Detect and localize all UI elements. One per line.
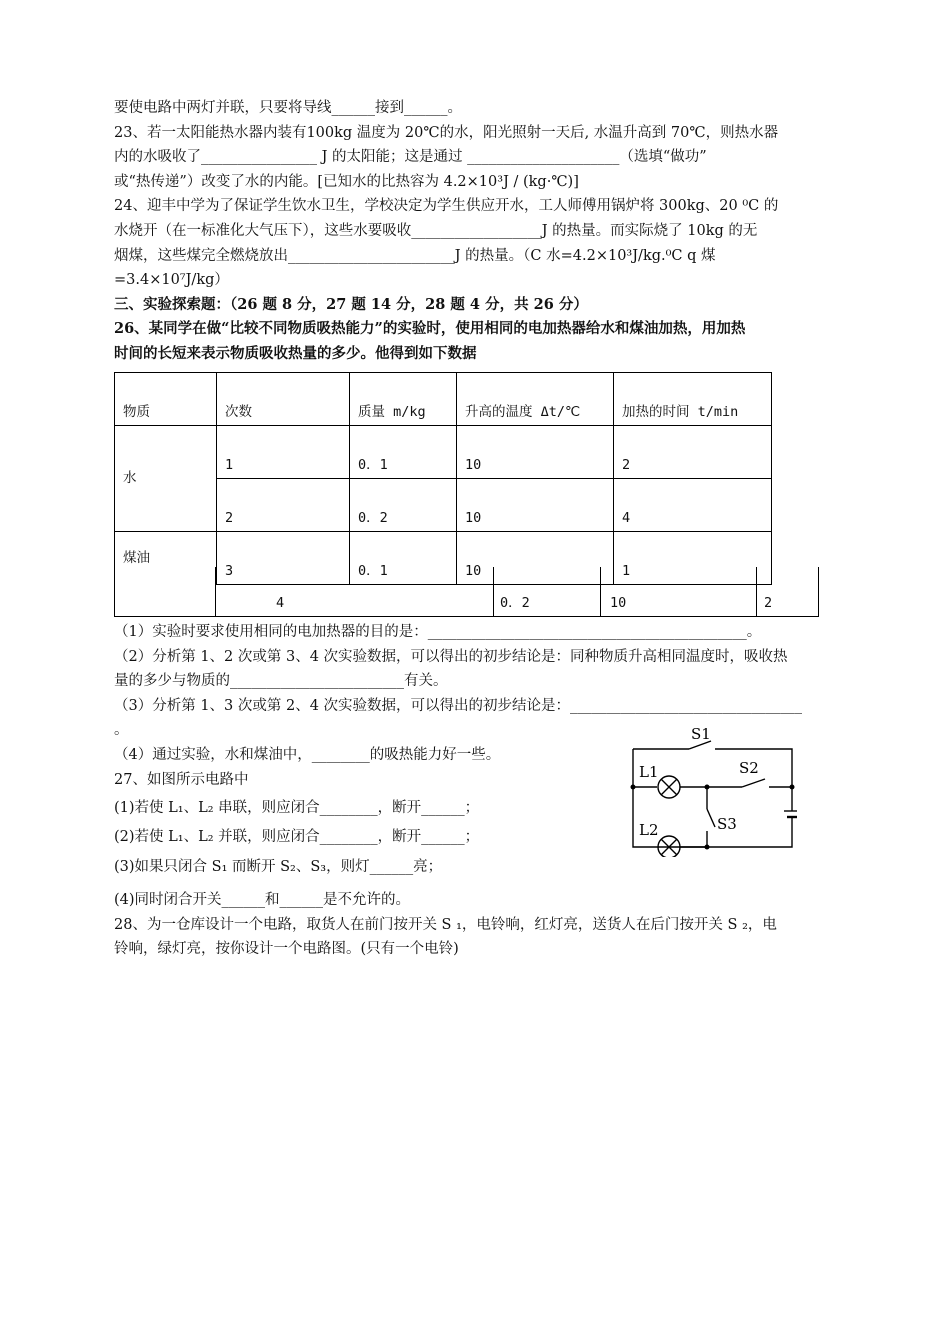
q26-line: 时间的长短来表示物质吸收热量的多少。他得到如下数据 [114, 344, 477, 362]
text-line: 28、为一仓库设计一个电路，取货人在前门按开关 S ₁，电铃响，红灯亮，送货人在后门按开关 S ₂，电 [114, 916, 777, 933]
circuit-diagram [627, 727, 797, 857]
text-line: 23、若一太阳能热水器内装有100kg 温度为 20℃的水，阳光照射一天后, 水温升高到 70℃，则热水器 [114, 124, 779, 141]
substance-cell: 煤油 [115, 532, 217, 585]
table-cell: 4 [215, 567, 494, 616]
table-cell: 0．1 [350, 426, 457, 479]
label-l2: L2 [639, 821, 659, 839]
data-table [114, 372, 772, 585]
text-line: 水烧开（在一标准化大气压下），这些水要吸收__________________J 的热量。而实际烧了 10kg 的无 [114, 222, 758, 239]
text-line: （4）通过实验，水和煤油中，________的吸热能力好一些。 [114, 746, 501, 763]
header-cell: 加热的时间 t/min [614, 373, 772, 426]
switch-s3 [707, 809, 715, 827]
text-line: 内的水吸收了________________ J 的太阳能；这是通过 _____________________（选填“做功” [114, 149, 707, 166]
table-cell: 4 [614, 479, 772, 532]
table-cell: 0．1 [350, 532, 457, 585]
table-cell: 2 [614, 426, 772, 479]
text-line: 24、迎丰中学为了保证学生饮水卫生，学校决定为学生供应开水，工人师傅用锅炉将 300kg、20 ⁰C 的 [114, 198, 779, 215]
table-cell: 10 [600, 567, 757, 616]
text-line: （2）分析第 1、2 次或第 3、4 次实验数据，可以得出的初步结论是：同种物质升高相同温度时，吸收热 [114, 648, 788, 665]
table-cell: 2 [756, 567, 819, 616]
text-line: （3）分析第 1、3 次或第 2、4 次实验数据，可以得出的初步结论是：________________________________ [114, 697, 803, 714]
table-cell: 1 [614, 532, 772, 585]
header-cell: 物质 [115, 373, 217, 426]
section-title: 三、实验探索题：（26 题 8 分，27 题 14 分，28 题 4 分，共 26 分） [114, 295, 588, 313]
header-cell: 质量 m/kg [350, 373, 457, 426]
text-line: (1)若使 L₁、L₂ 串联，则应闭合________，断开______； [114, 800, 480, 817]
text-line: （1）实验时要求使用相同的电加热器的目的是：____________________________________________。 [114, 624, 762, 640]
table-cell: 2 [217, 479, 350, 532]
text-line: 量的多少与物质的________________________有关。 [114, 673, 448, 690]
table-cell: 0．2 [350, 479, 457, 532]
text-line: 要使电路中两灯并联，只要将导线______接到______。 [114, 100, 462, 116]
table-cell: 1 [217, 426, 350, 479]
text-line: (4)同时闭合开关______和______是不允许的。 [114, 891, 411, 908]
header-cell: 次数 [217, 373, 350, 426]
label-s1: S1 [691, 727, 711, 743]
table-cell: 10 [457, 426, 614, 479]
document-top [114, 96, 838, 367]
q26-line: 26、某同学在做“比较不同物质吸热能力”的实验时，使用相同的电加热器给水和煤油加热，用加热 [114, 320, 746, 338]
label-l1: L1 [639, 763, 659, 781]
text-line: 27、如图所示电路中 [114, 771, 249, 788]
substance-cell: 水 [115, 426, 217, 532]
table-cell: 3 [217, 532, 350, 585]
table-row [114, 567, 819, 617]
text-line: 铃响，绿灯亮，按你设计一个电路图。(只有一个电铃) [114, 941, 459, 958]
text-line: 或“热传递”）改变了水的内能。[已知水的比热容为 4.2×10³J / (kg·℃)] [114, 173, 579, 190]
table-row [115, 426, 772, 479]
table-header-row [115, 373, 772, 426]
switch-s2 [742, 779, 765, 787]
label-s3: S3 [717, 815, 737, 833]
text-line: =3.4×10⁷J/kg） [114, 272, 229, 289]
text-line: 。 [114, 722, 129, 739]
text-line: (2)若使 L₁、L₂ 并联，则应闭合________，断开______； [114, 828, 480, 845]
text-line: 烟煤，这些煤完全燃烧放出_______________________J 的热量。（C 水=4.2×10³J/kg.⁰C q 煤 [114, 247, 716, 264]
label-s2: S2 [739, 759, 759, 777]
table-cell: 10 [457, 532, 614, 585]
table-cell: 10 [457, 479, 614, 532]
text-line: (3)如果只闭合 S₁ 而断开 S₂、S₃，则灯______亮； [114, 859, 443, 876]
header-cell: 升高的温度 Δt/℃ [457, 373, 614, 426]
table-cell: 0．2 [492, 567, 601, 616]
